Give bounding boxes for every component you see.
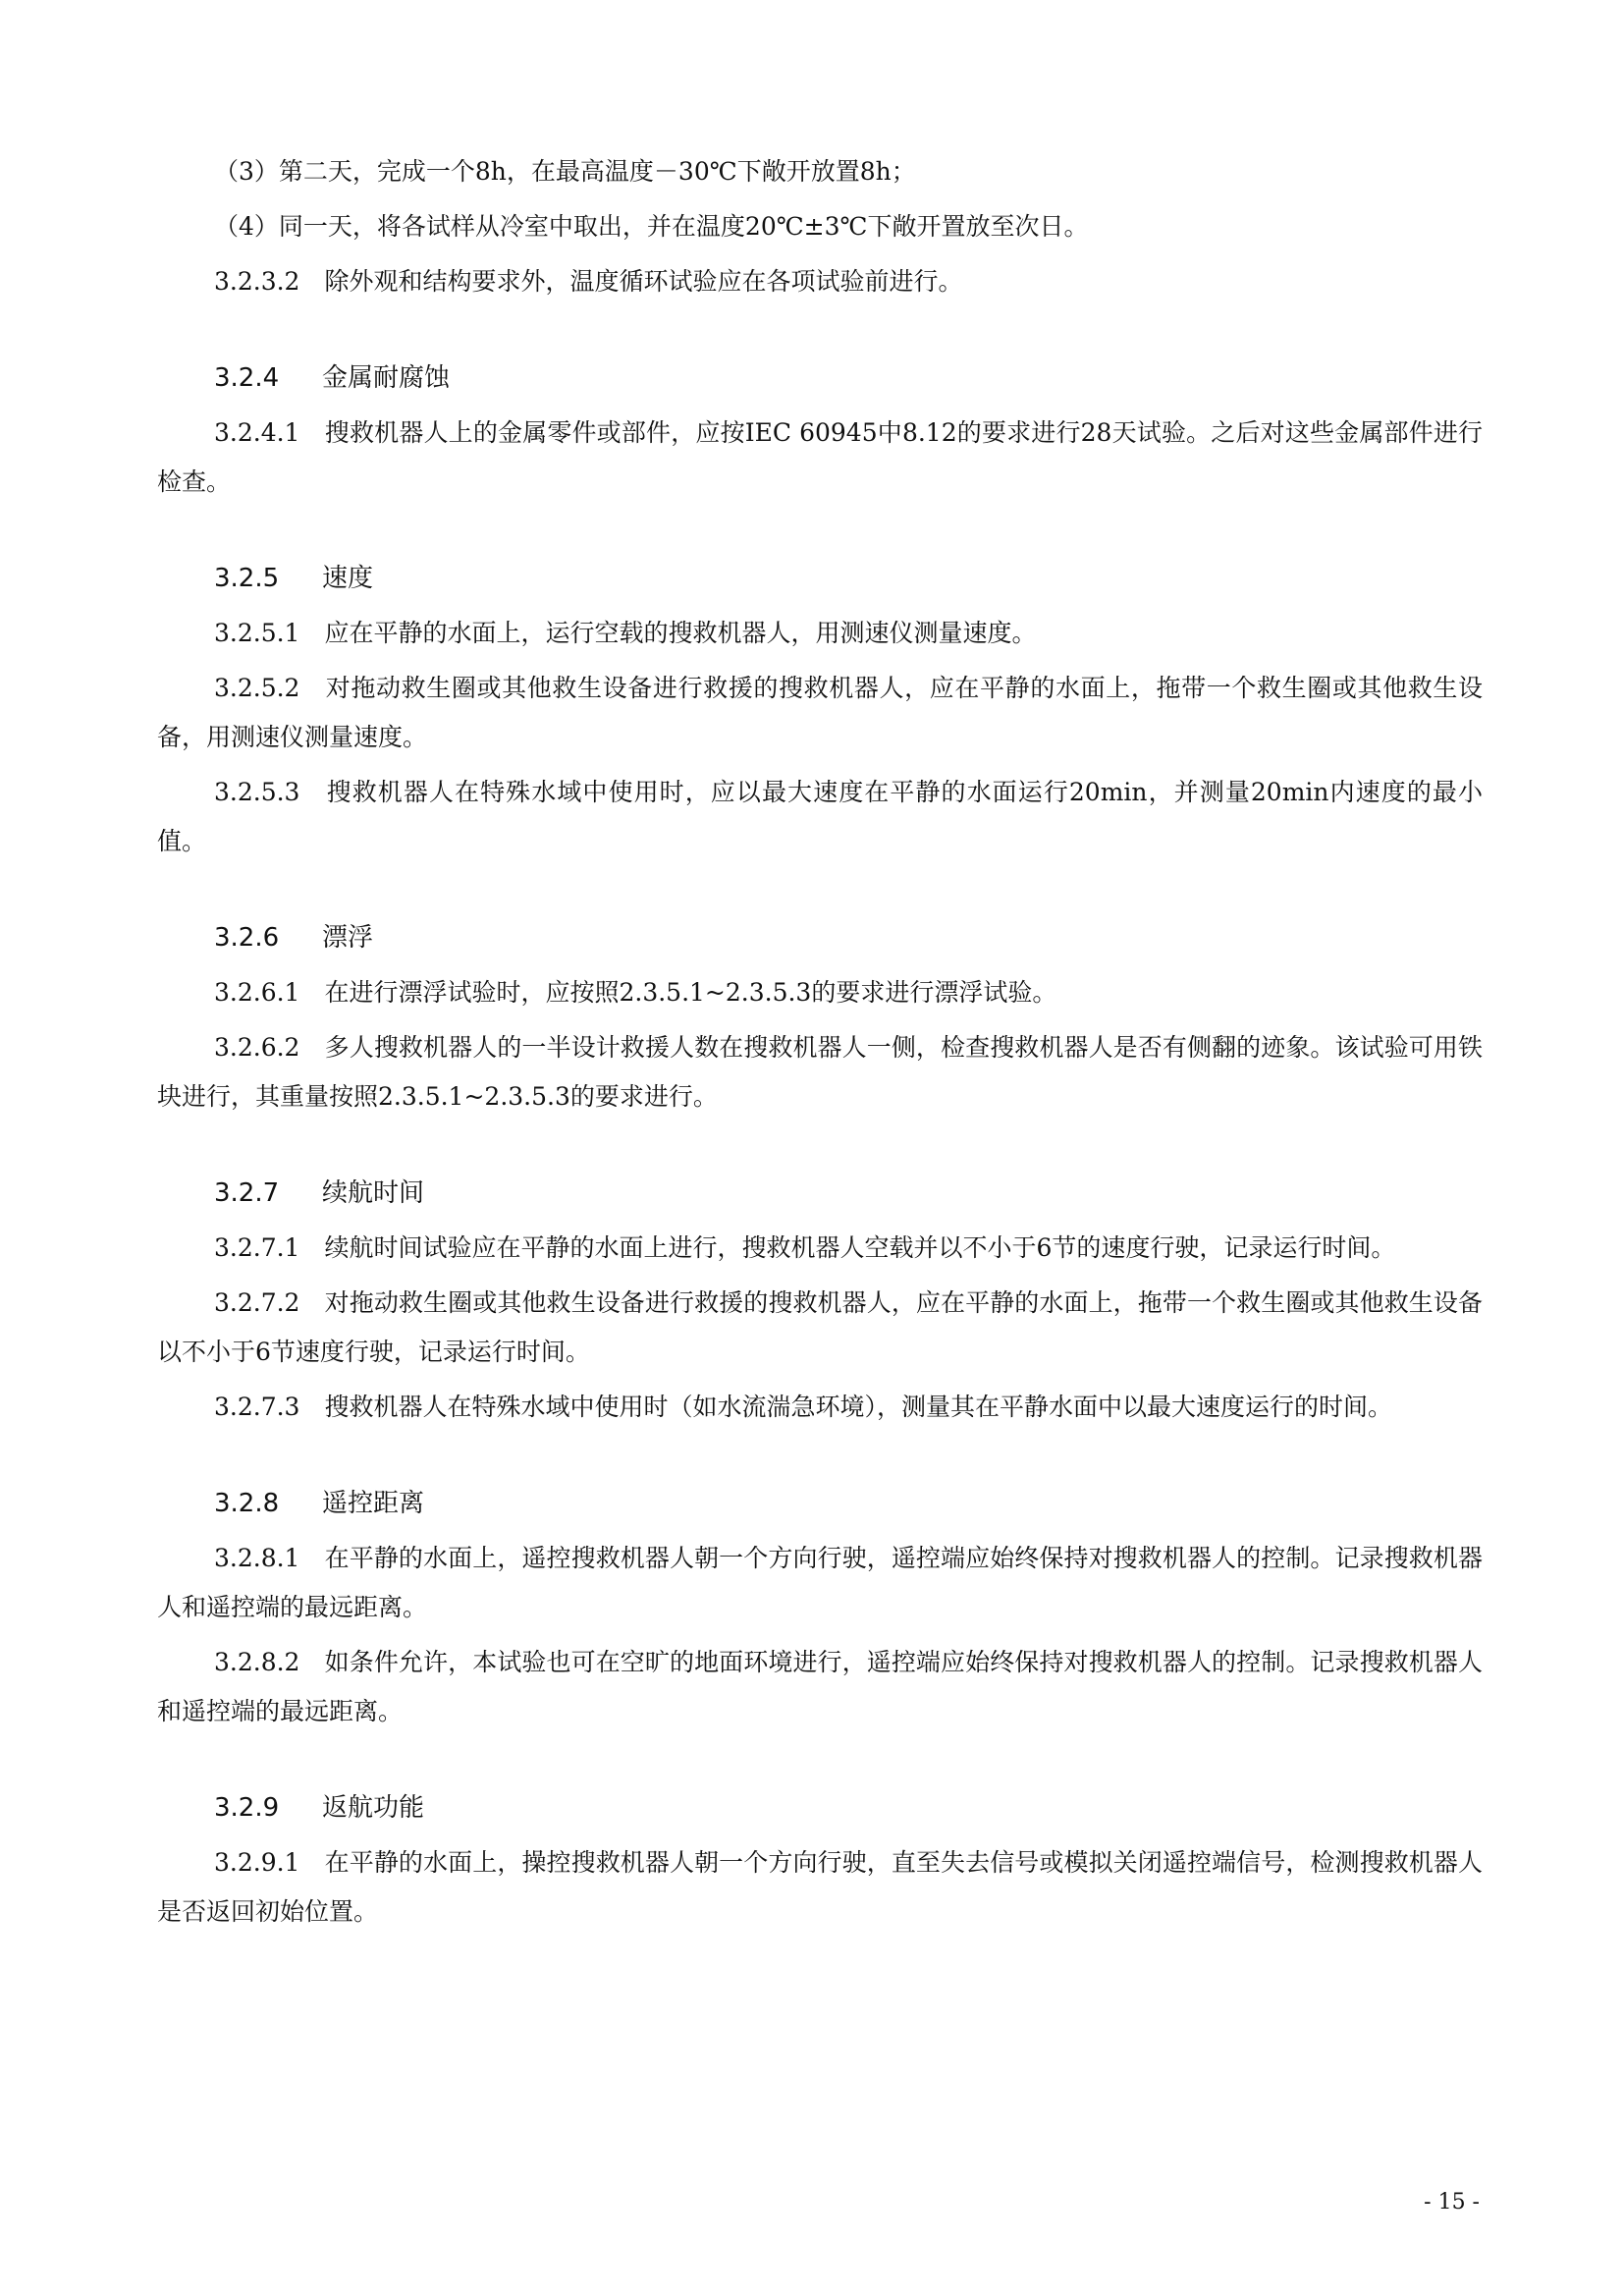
section-number: 3.2.7 [214, 1178, 280, 1208]
paragraph: 3.2.8.2 如条件允许，本试验也可在空旷的地面环境进行，遥控端应始终保持对搜救机器人的控制。记录搜救机器人和遥控端的最远距离。 [157, 1648, 1483, 1725]
section-title: 返航功能 [322, 1793, 425, 1823]
section-title: 金属耐腐蚀 [322, 363, 451, 393]
section-heading [214, 554, 1483, 603]
section-title: 遥控距离 [322, 1489, 425, 1518]
section-title: 续航时间 [322, 1178, 425, 1208]
paragraph: 3.2.3.2 除外观和结构要求外，温度循环试验应在各项试验前进行。 [214, 267, 963, 296]
paragraph: 3.2.5.1 应在平静的水面上，运行空载的搜救机器人，用测速仪测量速度。 [214, 619, 1037, 647]
paragraph: 3.2.4.1 搜救机器人上的金属零件或部件，应按IEC 60945中8.12的要求进行28天试验。之后对这些金属部件进行检查。 [157, 418, 1483, 496]
section-number: 3.2.8 [214, 1489, 280, 1518]
paragraph: 3.2.7.3 搜救机器人在特殊水域中使用时（如水流湍急环境），测量其在平静水面中以最大速度运行的时间。 [214, 1393, 1392, 1421]
section-title: 漂浮 [322, 923, 374, 953]
section-heading [214, 1169, 1483, 1218]
paragraph: （4）同一天，将各试样从冷室中取出，并在温度20℃±3℃下敞开置放至次日。 [214, 212, 1089, 241]
page-number: - 15 - [1424, 2190, 1480, 2214]
paragraph: 3.2.5.2 对拖动救生圈或其他救生设备进行救援的搜救机器人，应在平静的水面上，拖带一个救生圈或其他救生设备，用测速仪测量速度。 [157, 674, 1483, 751]
paragraph: 3.2.6.2 多人搜救机器人的一半设计救援人数在搜救机器人一侧，检查搜救机器人是否有侧翻的迹象。该试验可用铁块进行，其重量按照2.3.5.1~2.3.5.3的要求进行。 [157, 1033, 1483, 1111]
section-heading [214, 1479, 1483, 1528]
section-number: 3.2.9 [214, 1793, 280, 1823]
paragraph: 3.2.7.1 续航时间试验应在平静的水面上进行，搜救机器人空载并以不小于6节的速度行驶，记录运行时间。 [214, 1233, 1396, 1262]
paragraph: 3.2.9.1 在平静的水面上，操控搜救机器人朝一个方向行驶，直至失去信号或模拟关闭遥控端信号，检测搜救机器人是否返回初始位置。 [157, 1848, 1483, 1926]
paragraph: 3.2.7.2 对拖动救生圈或其他救生设备进行救援的搜救机器人，应在平静的水面上，拖带一个救生圈或其他救生设备以不小于6节速度行驶，记录运行时间。 [157, 1288, 1483, 1366]
section-heading [214, 1783, 1483, 1832]
section-heading [214, 913, 1483, 962]
document-body [157, 147, 1483, 1942]
section-heading [214, 354, 1483, 403]
paragraph: （3）第二天，完成一个8h，在最高温度－30℃下敞开放置8h； [214, 157, 916, 186]
section-number: 3.2.4 [214, 363, 280, 393]
paragraph: 3.2.6.1 在进行漂浮试验时，应按照2.3.5.1~2.3.5.3的要求进行漂浮试验。 [214, 978, 1057, 1007]
section-number: 3.2.5 [214, 564, 280, 593]
paragraph: 3.2.8.1 在平静的水面上，遥控搜救机器人朝一个方向行驶，遥控端应始终保持对搜救机器人的控制。记录搜救机器人和遥控端的最远距离。 [157, 1544, 1483, 1621]
section-title: 速度 [322, 564, 374, 593]
paragraph: 3.2.5.3 搜救机器人在特殊水域中使用时，应以最大速度在平静的水面运行20min，并测量20min内速度的最小值。 [157, 778, 1483, 855]
section-number: 3.2.6 [214, 923, 280, 953]
